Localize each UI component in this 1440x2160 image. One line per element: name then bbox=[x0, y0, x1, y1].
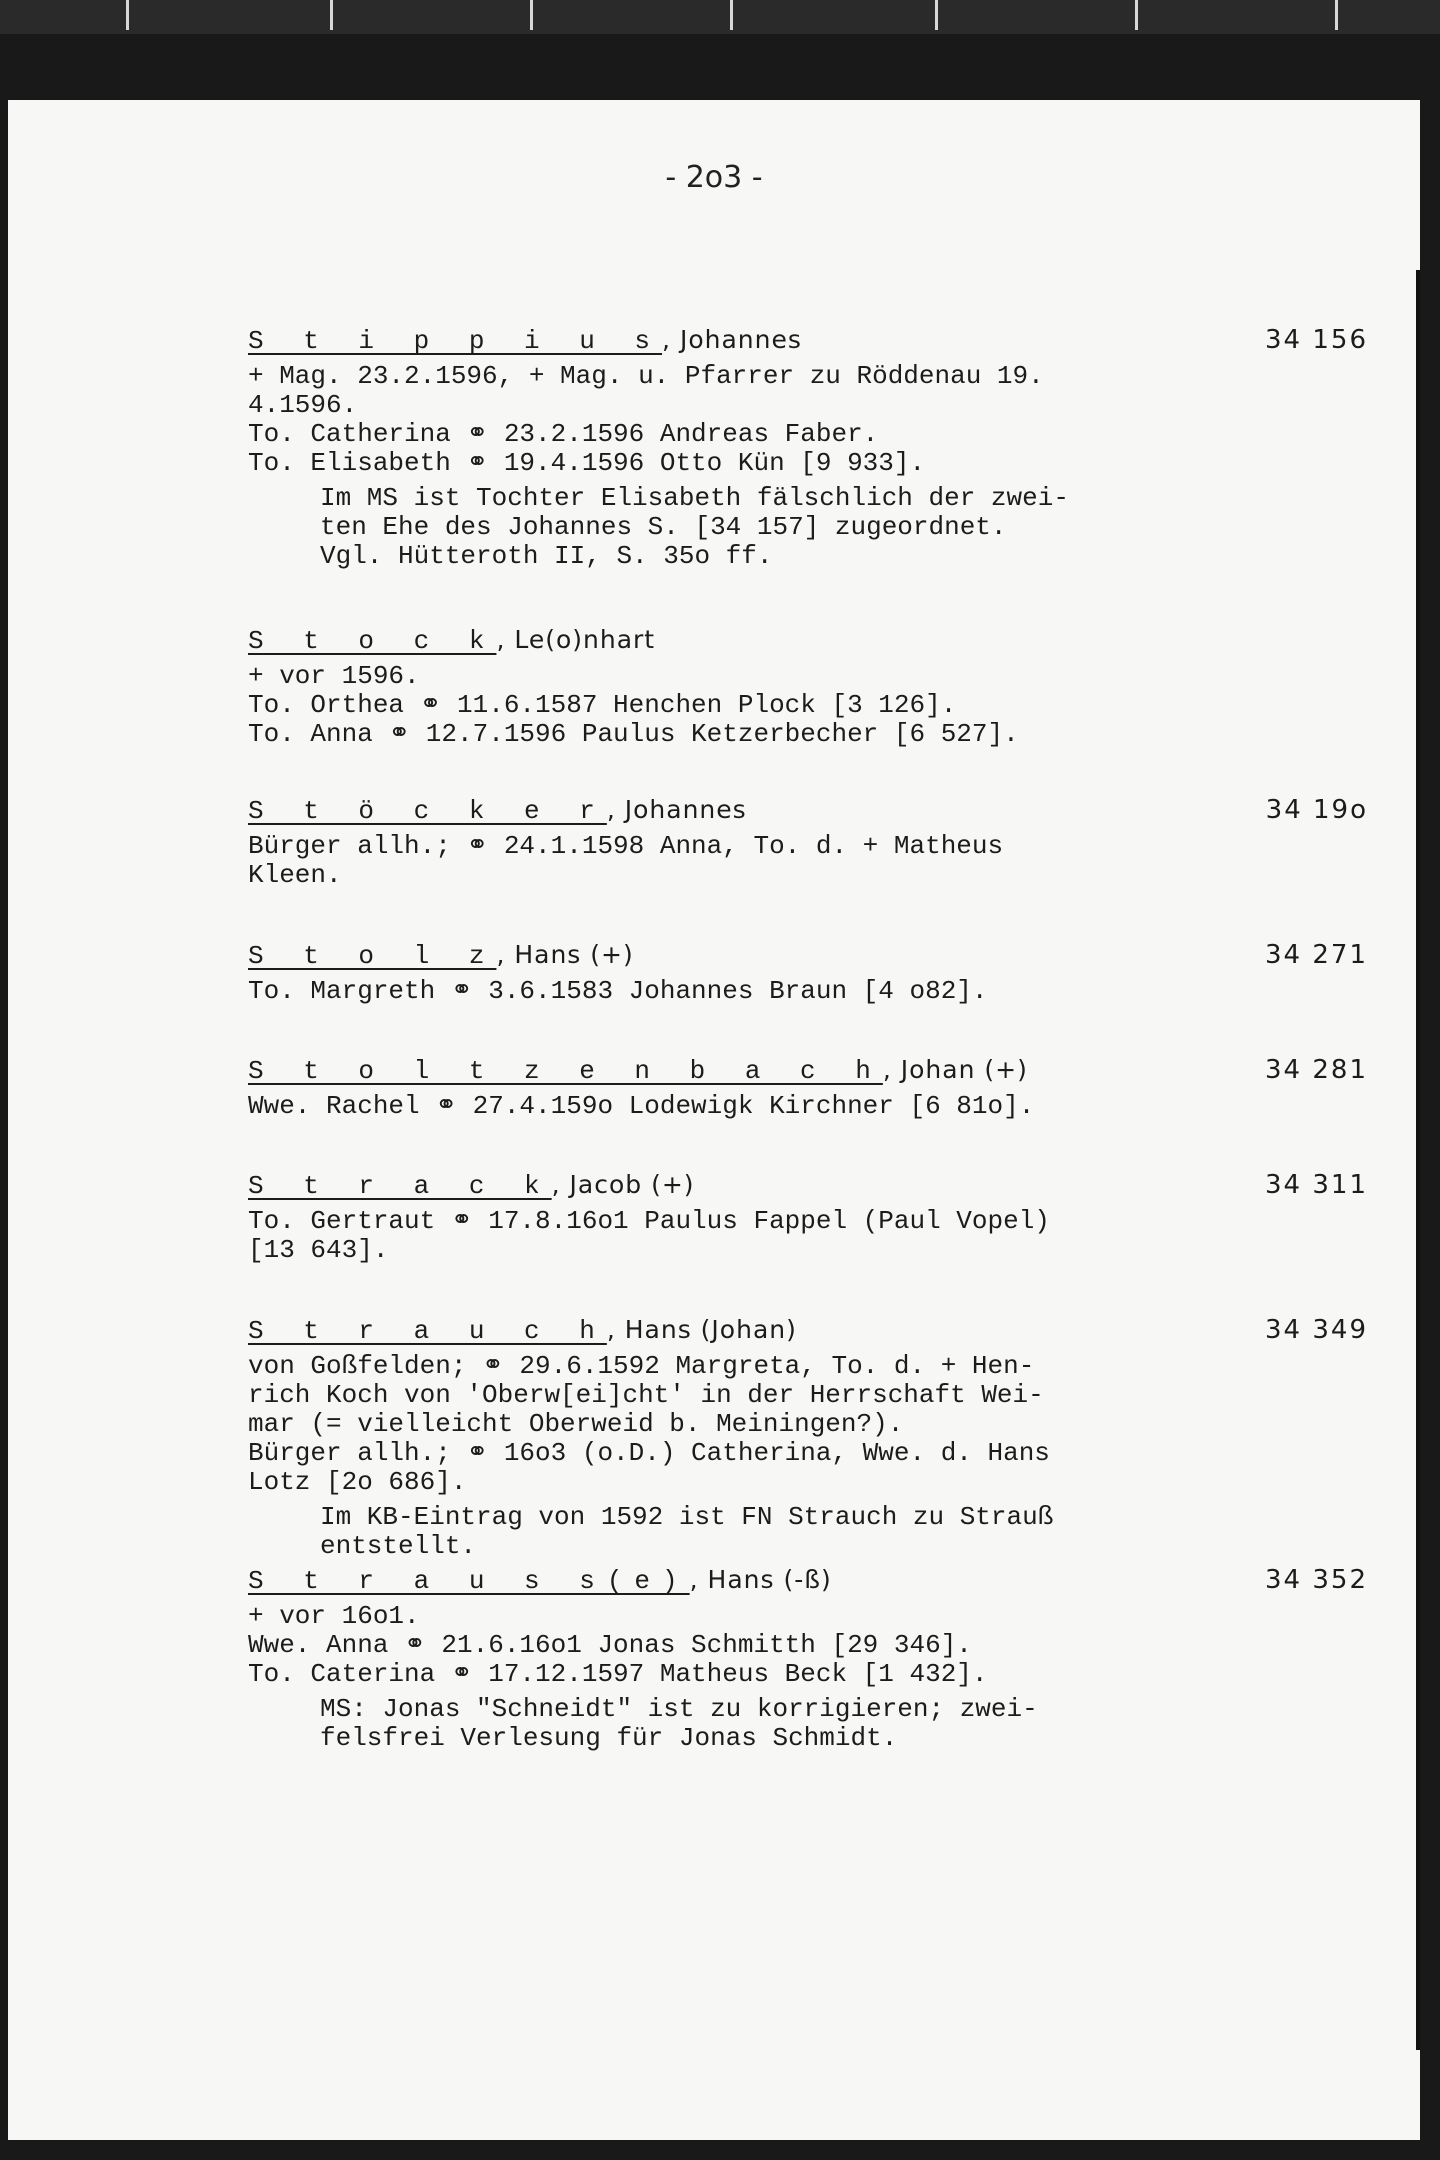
entry-surname: S t ö c k e r bbox=[248, 796, 607, 826]
entry-line: + vor 16o1. bbox=[248, 1601, 420, 1631]
film-notch bbox=[730, 0, 733, 30]
entry-number: 34 19o bbox=[1265, 795, 1368, 825]
entry-body bbox=[248, 360, 1368, 478]
entry-line: To. Elisabeth ⚭ 19.4.1596 Otto Kün [9 933]. bbox=[248, 448, 926, 478]
entry-heading bbox=[248, 790, 1368, 830]
film-notch bbox=[330, 0, 333, 30]
note-line: MS: Jonas "Schneidt" ist zu korrigieren; zwei- bbox=[320, 1694, 1038, 1724]
entry bbox=[248, 1310, 1368, 1561]
entry-given-name: , Johan (+) bbox=[882, 1055, 1028, 1084]
entry-line: + vor 1596. bbox=[248, 661, 420, 691]
note-line: Im KB-Eintrag von 1592 ist FN Strauch zu Strauß bbox=[320, 1502, 1054, 1532]
entry-heading bbox=[248, 620, 1368, 660]
entry-line: [13 643]. bbox=[248, 1235, 389, 1265]
entry-line: Kleen. bbox=[248, 860, 342, 890]
entry-line: + Mag. 23.2.1596, + Mag. u. Pfarrer zu Röddenau 19. bbox=[248, 361, 1044, 391]
entry-given-name: , Hans (+) bbox=[496, 940, 634, 969]
film-notch bbox=[935, 0, 938, 30]
film-notch bbox=[126, 0, 129, 30]
entry-given-name: , Hans (Johan) bbox=[606, 1315, 797, 1344]
entry bbox=[248, 790, 1368, 890]
entry-surname: S t o l z bbox=[248, 941, 497, 971]
entry-line: To. Caterina ⚭ 17.12.1597 Matheus Beck [1 432]. bbox=[248, 1659, 988, 1689]
entry-body bbox=[248, 1205, 1368, 1265]
page-edge-shadow bbox=[1416, 270, 1420, 2050]
entry-body bbox=[248, 1600, 1368, 1689]
entry-number: 34 156 bbox=[1265, 325, 1368, 355]
entry-line: To. Margreth ⚭ 3.6.1583 Johannes Braun [4 o82]. bbox=[248, 976, 988, 1006]
entry-number: 34 349 bbox=[1265, 1315, 1368, 1345]
document-page bbox=[8, 100, 1420, 2140]
entry-surname: S t i p p i u s bbox=[248, 326, 663, 356]
entry-line: To. Orthea ⚭ 11.6.1587 Henchen Plock [3 126]. bbox=[248, 690, 957, 720]
entry bbox=[248, 935, 1368, 1006]
entry-given-name: , Jacob (+) bbox=[551, 1170, 695, 1199]
entry-given-name: , Le(o)nhart bbox=[496, 625, 656, 654]
entry-line: Wwe. Anna ⚭ 21.6.16o1 Jonas Schmitth [29 346]. bbox=[248, 1630, 972, 1660]
note-line: Im MS ist Tochter Elisabeth fälschlich der zwei- bbox=[320, 483, 1069, 513]
film-notch bbox=[1135, 0, 1138, 30]
film-notch bbox=[1335, 0, 1338, 30]
entry-body bbox=[248, 975, 1368, 1006]
entry-surname: S t o c k bbox=[248, 626, 497, 656]
entry bbox=[248, 1165, 1368, 1265]
note-line: entstellt. bbox=[320, 1531, 477, 1561]
entry bbox=[248, 320, 1368, 571]
entry-heading bbox=[248, 1310, 1368, 1350]
entry-body bbox=[248, 1090, 1368, 1121]
note-line: ten Ehe des Johannes S. [34 157] zugeordnet. bbox=[320, 512, 1007, 542]
entry-number: 34 352 bbox=[1265, 1565, 1368, 1595]
entry-surname: S t o l t z e n b a c h bbox=[248, 1056, 883, 1086]
entry bbox=[248, 620, 1368, 749]
film-strip bbox=[0, 0, 1440, 34]
entry-line: Lotz [2o 686]. bbox=[248, 1467, 467, 1497]
note-line: Vgl. Hütteroth II, S. 35o ff. bbox=[320, 541, 773, 571]
entry bbox=[248, 1560, 1368, 1753]
film-notch bbox=[530, 0, 533, 30]
entry-line: Wwe. Rachel ⚭ 27.4.159o Lodewigk Kirchner [6 81o]. bbox=[248, 1091, 1035, 1121]
entry-line: To. Catherina ⚭ 23.2.1596 Andreas Faber. bbox=[248, 419, 879, 449]
entry-surname: S t r a u s s(e) bbox=[248, 1566, 690, 1596]
entry-given-name: , Hans (-ß) bbox=[689, 1565, 832, 1594]
entry-line: rich Koch von 'Oberw[ei]cht' in der Herrschaft Wei- bbox=[248, 1380, 1044, 1410]
entry-given-name: , Johannes bbox=[662, 325, 802, 354]
entry-number: 34 271 bbox=[1265, 940, 1368, 970]
entry-heading bbox=[248, 1050, 1368, 1090]
entry-line: To. Anna ⚭ 12.7.1596 Paulus Ketzerbecher [6 527]. bbox=[248, 719, 1019, 749]
entry-note bbox=[320, 1695, 1368, 1753]
entry-line: 4.1596. bbox=[248, 390, 358, 420]
entry-line: To. Gertraut ⚭ 17.8.16o1 Paulus Fappel (Paul Vopel) bbox=[248, 1206, 1050, 1236]
entry-heading bbox=[248, 1165, 1368, 1205]
entry-number: 34 311 bbox=[1265, 1170, 1368, 1200]
entry-body bbox=[248, 830, 1368, 890]
entry-heading bbox=[248, 935, 1368, 975]
entry-body bbox=[248, 660, 1368, 749]
entry-surname: S t r a c k bbox=[248, 1171, 552, 1201]
entry-body bbox=[248, 1350, 1368, 1497]
entry bbox=[248, 1050, 1368, 1121]
entry-line: Bürger allh.; ⚭ 24.1.1598 Anna, To. d. + Matheus bbox=[248, 831, 1004, 861]
entry-heading bbox=[248, 320, 1368, 360]
entry-line: mar (= vielleicht Oberweid b. Meiningen?). bbox=[248, 1409, 904, 1439]
entry-line: Bürger allh.; ⚭ 16o3 (o.D.) Catherina, Wwe. d. Hans bbox=[248, 1438, 1050, 1468]
entry-given-name: , Johannes bbox=[606, 795, 747, 824]
note-line: felsfrei Verlesung für Jonas Schmidt. bbox=[320, 1723, 898, 1753]
entry-note bbox=[320, 484, 1368, 571]
entry-heading bbox=[248, 1560, 1368, 1600]
entry-note bbox=[320, 1503, 1368, 1561]
entry-line: von Goßfelden; ⚭ 29.6.1592 Margreta, To. d. + Hen- bbox=[248, 1351, 1035, 1381]
entry-number: 34 281 bbox=[1265, 1055, 1368, 1085]
page-number: - 2o3 - bbox=[665, 160, 763, 195]
entry-surname: S t r a u c h bbox=[248, 1316, 607, 1346]
